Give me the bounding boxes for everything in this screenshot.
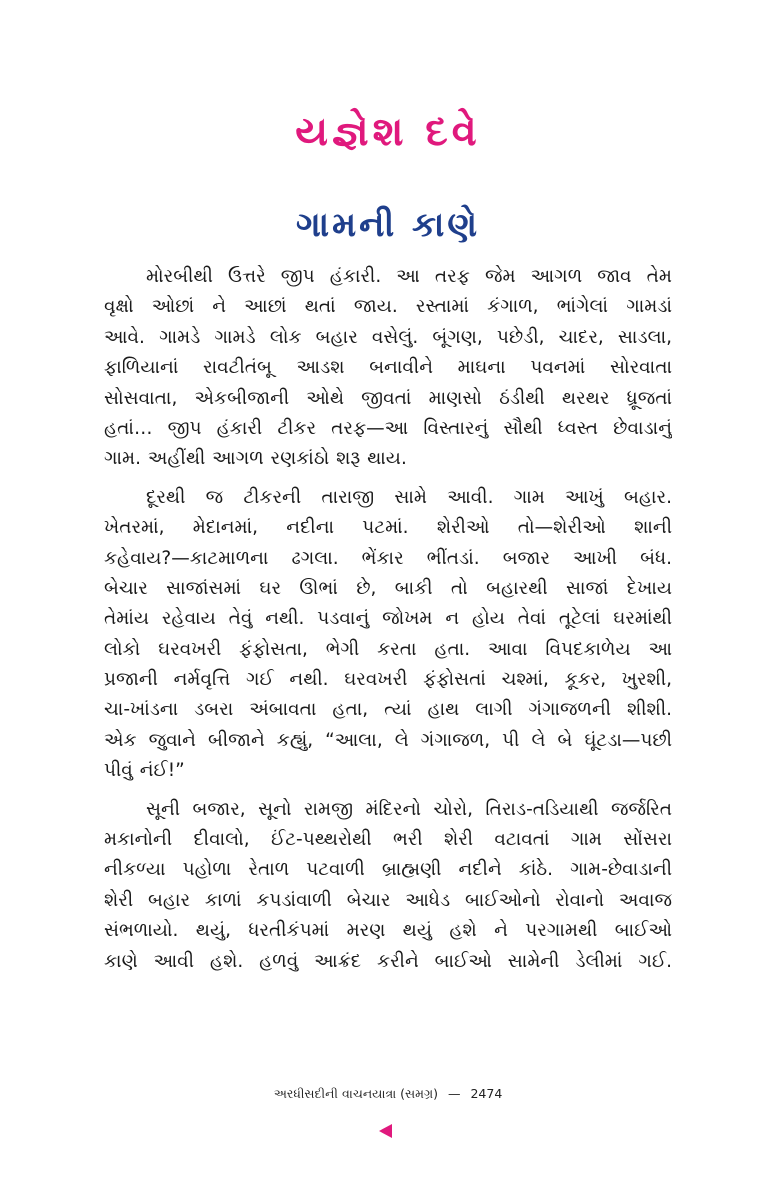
chapter-title: ગામની કાણે [295, 205, 481, 245]
text-line: આવે. ગામડે ગામડે લોક બહાર વસેલું. બૂંગણ, પછેડી, ચાદર, સાડલા, [104, 326, 672, 348]
paragraph-1 [104, 262, 672, 475]
text-line: હતાં… જીપ હંકારી ટીકર તરફ—આ વિસ્તારનું સૌથી ધ્વસ્ત છેવાડાનું [104, 417, 672, 439]
footer-separator: — [447, 1086, 461, 1101]
text-line: લોકો ઘરવખરી ફંફોસતા, ભેગી કરતા હતા. આવા વિપદકાળેય આ [104, 638, 672, 660]
author-name: યજ્ઞેશ દવે [295, 109, 481, 155]
text-line: સંભળાયો. થયું, ધરતીકંપમાં મરણ થયું હશે ને પરગામથી બાઈઓ [104, 920, 672, 942]
page-footer [0, 1086, 776, 1102]
paragraph-2 [104, 483, 672, 787]
text-line: ગામ. અહીંથી આગળ રણકાંઠો શરૂ થાય. [104, 448, 407, 470]
text-line: બેચાર સાજાંસમાં ઘર ઊભાં છે, બાકી તો બહારથી સાજાં દેખાય [104, 577, 672, 599]
text-line: પ્રજાની નર્મવૃત્તિ ગઈ નથી. ઘરવખરી ફંફોસતાં ચશ્માં, કૂકર, ખુરશી, [104, 669, 672, 691]
text-line: દૂરથી જ ટીકરની તારાજી સામે આવી. ગામ આખું બહાર. [146, 486, 672, 508]
text-line: ચા-ખાંડના ડબરા અંબાવતા હતા, ત્યાં હાથ લાગી ગંગાજળની શીશી. [104, 699, 672, 721]
text-line: તેમાંય રહેવાય તેવું નથી. પડવાનું જોખમ ન હોય તેવાં તૂટેલાં ઘરમાંથી [104, 608, 672, 630]
text-line: એક જુવાને બીજાને કહ્યું, “આલા, લે ગંગાજળ, પી લે બે ઘૂંટડા—પછી [104, 729, 672, 751]
body-text [104, 262, 672, 985]
text-line: સોસવાતા, એકબીજાની ઓથે જીવતાં માણસો ઠંડીથી થરથર ધ્રૂજતાં [104, 387, 672, 409]
text-line: કહેવાય?—કાટમાળના ઢગલા. ભેંકાર ભીંતડાં. બજાર આખી બંધ. [104, 547, 672, 569]
text-line: મોરબીથી ઉત્તરે જીપ હંકારી. આ તરફ જેમ આગળ જાવ તેમ [146, 266, 672, 287]
book-title: અરધીસદીની વાચનયાત્રા (સમગ્ર) [273, 1086, 438, 1101]
text-line: કાણે આવી હશે. હળવું આક્રંદ કરીને બાઈઓ સામેની ડેલીમાં ગઈ. [104, 950, 672, 972]
text-line: ફાળિયાનાં રાવટીતંબૂ આડશ બનાવીને માઘના પવનમાં સોરવાતા [104, 357, 672, 379]
text-line: શેરી બહાર કાળાં કપડાંવાળી બેચાર આધેડ બાઈઓનો રોવાનો અવાજ [104, 889, 672, 911]
page-number: 2474 [470, 1086, 503, 1101]
text-line: પીવું નંઈ!” [104, 760, 185, 782]
text-line: સૂની બજાર, સૂનો રામજી મંદિરનો ચોરો, તિરાડ-તડિયાથી જર્જરિત [146, 798, 672, 820]
text-line: વૃક્ષો ઓછાં ને આછાં થતાં જાય. રસ્તામાં કંગાળ, ભાંગેલાં ગામડાં [104, 296, 672, 318]
paragraph-3 [104, 795, 672, 977]
text-line: મકાનોની દીવાલો, ઈંટ-પથ્થરોથી ભરી શેરી વટાવતાં ગામ સોંસરા [104, 829, 672, 851]
text-line: ખેતરમાં, મેદાનમાં, નદીના પટમાં. શેરીઓ તો—શેરીઓ શાની [104, 517, 672, 539]
text-line: નીકળ્યા પહોળા રેતાળ પટવાળી બ્રાહ્મણી નદીને કાંઠે. ગામ-છેવાડાની [104, 859, 672, 881]
triangle-left-icon[interactable] [379, 1124, 392, 1138]
